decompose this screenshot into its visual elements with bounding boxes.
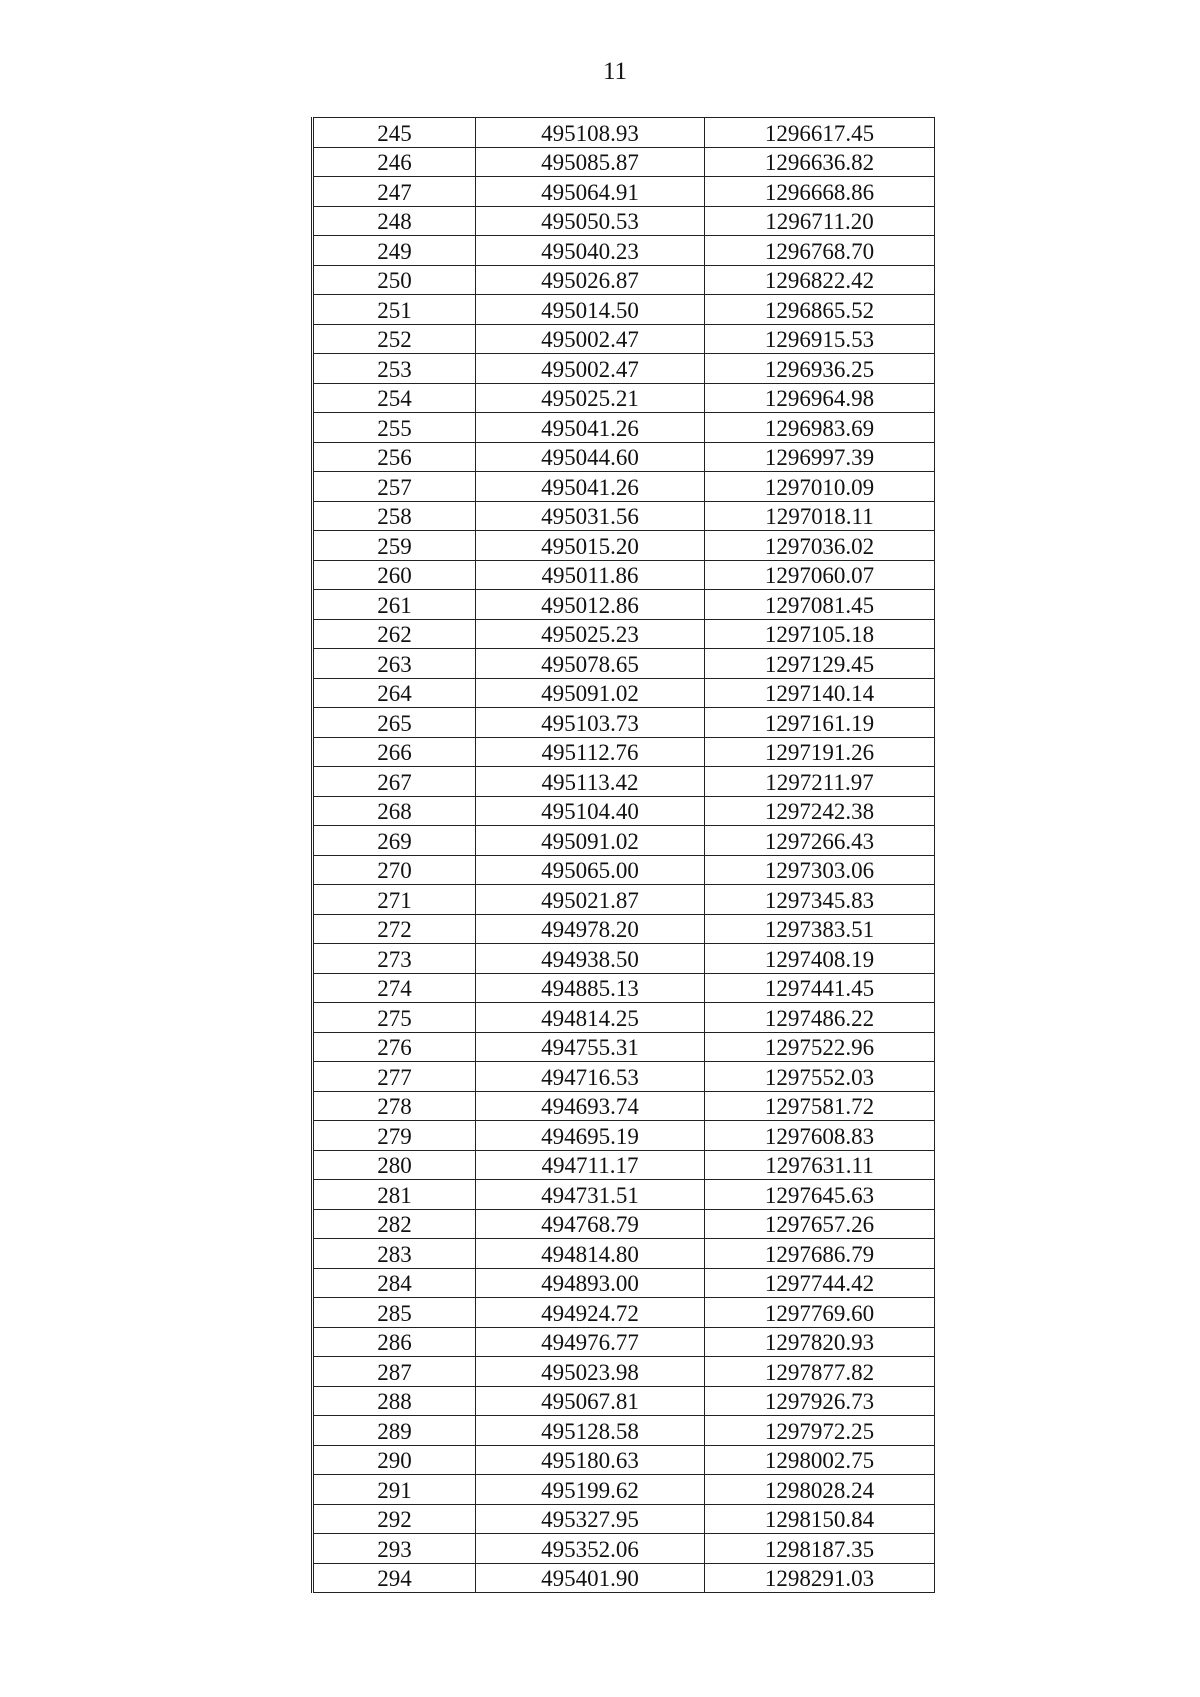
point-number-cell: 247 xyxy=(313,177,476,207)
point-number-cell: 292 xyxy=(313,1504,476,1534)
y-coordinate-cell: 1297010.09 xyxy=(705,472,935,502)
x-coordinate-cell: 495012.86 xyxy=(476,590,705,620)
x-coordinate-cell: 495327.95 xyxy=(476,1504,705,1534)
x-coordinate-cell: 494731.51 xyxy=(476,1180,705,1210)
point-number-cell: 277 xyxy=(313,1062,476,1092)
y-coordinate-cell: 1297486.22 xyxy=(705,1003,935,1033)
point-number-cell: 293 xyxy=(313,1534,476,1564)
point-number-cell: 267 xyxy=(313,767,476,797)
x-coordinate-cell: 494885.13 xyxy=(476,973,705,1003)
point-number-cell: 262 xyxy=(313,619,476,649)
table-row xyxy=(313,649,935,679)
y-coordinate-cell: 1297105.18 xyxy=(705,619,935,649)
table-row xyxy=(313,531,935,561)
y-coordinate-cell: 1297441.45 xyxy=(705,973,935,1003)
table-row xyxy=(313,1239,935,1269)
x-coordinate-cell: 495023.98 xyxy=(476,1357,705,1387)
x-coordinate-cell: 494978.20 xyxy=(476,914,705,944)
y-coordinate-cell: 1297552.03 xyxy=(705,1062,935,1092)
table-row xyxy=(313,1475,935,1505)
y-coordinate-cell: 1297129.45 xyxy=(705,649,935,679)
point-number-cell: 263 xyxy=(313,649,476,679)
table-row xyxy=(313,855,935,885)
y-coordinate-cell: 1297645.63 xyxy=(705,1180,935,1210)
x-coordinate-cell: 495015.20 xyxy=(476,531,705,561)
x-coordinate-cell: 495085.87 xyxy=(476,147,705,177)
point-number-cell: 254 xyxy=(313,383,476,413)
y-coordinate-cell: 1296768.70 xyxy=(705,236,935,266)
x-coordinate-cell: 495031.56 xyxy=(476,501,705,531)
point-number-cell: 250 xyxy=(313,265,476,295)
x-coordinate-cell: 495002.47 xyxy=(476,354,705,384)
point-number-cell: 257 xyxy=(313,472,476,502)
page-number: 11 xyxy=(602,58,628,85)
y-coordinate-cell: 1297060.07 xyxy=(705,560,935,590)
table-row xyxy=(313,973,935,1003)
table-row xyxy=(313,737,935,767)
point-number-cell: 252 xyxy=(313,324,476,354)
x-coordinate-cell: 495014.50 xyxy=(476,295,705,325)
x-coordinate-cell: 495041.26 xyxy=(476,472,705,502)
table-row xyxy=(313,1386,935,1416)
table-row xyxy=(313,1062,935,1092)
point-number-cell: 256 xyxy=(313,442,476,472)
point-number-cell: 270 xyxy=(313,855,476,885)
y-coordinate-cell: 1297383.51 xyxy=(705,914,935,944)
table-row xyxy=(313,796,935,826)
y-coordinate-cell: 1297972.25 xyxy=(705,1416,935,1446)
point-number-cell: 281 xyxy=(313,1180,476,1210)
point-number-cell: 248 xyxy=(313,206,476,236)
table-row xyxy=(313,1357,935,1387)
y-coordinate-cell: 1297522.96 xyxy=(705,1032,935,1062)
y-coordinate-cell: 1297161.19 xyxy=(705,708,935,738)
table-row xyxy=(313,678,935,708)
table-row xyxy=(313,413,935,443)
y-coordinate-cell: 1297036.02 xyxy=(705,531,935,561)
point-number-cell: 261 xyxy=(313,590,476,620)
y-coordinate-cell: 1296636.82 xyxy=(705,147,935,177)
table-row xyxy=(313,118,935,148)
x-coordinate-cell: 495064.91 xyxy=(476,177,705,207)
x-coordinate-cell: 495065.00 xyxy=(476,855,705,885)
point-number-cell: 249 xyxy=(313,236,476,266)
y-coordinate-cell: 1298291.03 xyxy=(705,1563,935,1593)
y-coordinate-cell: 1296822.42 xyxy=(705,265,935,295)
table-row xyxy=(313,354,935,384)
y-coordinate-cell: 1296964.98 xyxy=(705,383,935,413)
x-coordinate-cell: 494768.79 xyxy=(476,1209,705,1239)
table-row xyxy=(313,236,935,266)
x-coordinate-cell: 494938.50 xyxy=(476,944,705,974)
table-row xyxy=(313,383,935,413)
point-number-cell: 265 xyxy=(313,708,476,738)
y-coordinate-cell: 1298187.35 xyxy=(705,1534,935,1564)
point-number-cell: 279 xyxy=(313,1121,476,1151)
y-coordinate-cell: 1298002.75 xyxy=(705,1445,935,1475)
point-number-cell: 266 xyxy=(313,737,476,767)
y-coordinate-cell: 1296915.53 xyxy=(705,324,935,354)
y-coordinate-cell: 1297744.42 xyxy=(705,1268,935,1298)
point-number-cell: 271 xyxy=(313,885,476,915)
point-number-cell: 278 xyxy=(313,1091,476,1121)
y-coordinate-cell: 1297820.93 xyxy=(705,1327,935,1357)
y-coordinate-cell: 1297018.11 xyxy=(705,501,935,531)
x-coordinate-cell: 494924.72 xyxy=(476,1298,705,1328)
table-row xyxy=(313,767,935,797)
x-coordinate-cell: 495025.21 xyxy=(476,383,705,413)
table-row xyxy=(313,1298,935,1328)
point-number-cell: 253 xyxy=(313,354,476,384)
point-number-cell: 268 xyxy=(313,796,476,826)
table-row xyxy=(313,1534,935,1564)
x-coordinate-cell: 495040.23 xyxy=(476,236,705,266)
y-coordinate-cell: 1296865.52 xyxy=(705,295,935,325)
x-coordinate-cell: 495091.02 xyxy=(476,678,705,708)
table-row xyxy=(313,442,935,472)
point-number-cell: 288 xyxy=(313,1386,476,1416)
y-coordinate-cell: 1297140.14 xyxy=(705,678,935,708)
point-number-cell: 251 xyxy=(313,295,476,325)
x-coordinate-cell: 495050.53 xyxy=(476,206,705,236)
table-row xyxy=(313,206,935,236)
table-row xyxy=(313,560,935,590)
y-coordinate-cell: 1297303.06 xyxy=(705,855,935,885)
x-coordinate-cell: 495104.40 xyxy=(476,796,705,826)
point-number-cell: 285 xyxy=(313,1298,476,1328)
point-number-cell: 276 xyxy=(313,1032,476,1062)
table-row xyxy=(313,619,935,649)
x-coordinate-cell: 495401.90 xyxy=(476,1563,705,1593)
x-coordinate-cell: 494716.53 xyxy=(476,1062,705,1092)
point-number-cell: 290 xyxy=(313,1445,476,1475)
y-coordinate-cell: 1297242.38 xyxy=(705,796,935,826)
point-number-cell: 275 xyxy=(313,1003,476,1033)
table-row xyxy=(313,944,935,974)
table-row xyxy=(313,295,935,325)
y-coordinate-cell: 1297408.19 xyxy=(705,944,935,974)
point-number-cell: 274 xyxy=(313,973,476,1003)
y-coordinate-cell: 1297345.83 xyxy=(705,885,935,915)
point-number-cell: 284 xyxy=(313,1268,476,1298)
point-number-cell: 272 xyxy=(313,914,476,944)
table-row xyxy=(313,1563,935,1593)
x-coordinate-cell: 494814.80 xyxy=(476,1239,705,1269)
y-coordinate-cell: 1296617.45 xyxy=(705,118,935,148)
y-coordinate-cell: 1297657.26 xyxy=(705,1209,935,1239)
y-coordinate-cell: 1296983.69 xyxy=(705,413,935,443)
x-coordinate-cell: 495002.47 xyxy=(476,324,705,354)
x-coordinate-cell: 495021.87 xyxy=(476,885,705,915)
y-coordinate-cell: 1296936.25 xyxy=(705,354,935,384)
x-coordinate-cell: 495108.93 xyxy=(476,118,705,148)
table-row xyxy=(313,147,935,177)
point-number-cell: 283 xyxy=(313,1239,476,1269)
table-row xyxy=(313,501,935,531)
table-row xyxy=(313,914,935,944)
table-row xyxy=(313,1121,935,1151)
table-row xyxy=(313,1445,935,1475)
y-coordinate-cell: 1296711.20 xyxy=(705,206,935,236)
point-number-cell: 291 xyxy=(313,1475,476,1505)
point-number-cell: 255 xyxy=(313,413,476,443)
x-coordinate-cell: 495078.65 xyxy=(476,649,705,679)
coordinates-table-body xyxy=(313,118,935,1593)
point-number-cell: 286 xyxy=(313,1327,476,1357)
y-coordinate-cell: 1297266.43 xyxy=(705,826,935,856)
y-coordinate-cell: 1298150.84 xyxy=(705,1504,935,1534)
y-coordinate-cell: 1297769.60 xyxy=(705,1298,935,1328)
x-coordinate-cell: 494693.74 xyxy=(476,1091,705,1121)
table-row xyxy=(313,1327,935,1357)
y-coordinate-cell: 1297081.45 xyxy=(705,590,935,620)
table-row xyxy=(313,1091,935,1121)
x-coordinate-cell: 495011.86 xyxy=(476,560,705,590)
y-coordinate-cell: 1297608.83 xyxy=(705,1121,935,1151)
y-coordinate-cell: 1296668.86 xyxy=(705,177,935,207)
table-row xyxy=(313,1180,935,1210)
x-coordinate-cell: 494695.19 xyxy=(476,1121,705,1151)
table-row xyxy=(313,1150,935,1180)
point-number-cell: 269 xyxy=(313,826,476,856)
x-coordinate-cell: 495112.76 xyxy=(476,737,705,767)
y-coordinate-cell: 1298028.24 xyxy=(705,1475,935,1505)
point-number-cell: 260 xyxy=(313,560,476,590)
x-coordinate-cell: 494814.25 xyxy=(476,1003,705,1033)
table-row xyxy=(313,324,935,354)
table-row xyxy=(313,1003,935,1033)
table-row xyxy=(313,1209,935,1239)
y-coordinate-cell: 1297877.82 xyxy=(705,1357,935,1387)
point-number-cell: 245 xyxy=(313,118,476,148)
point-number-cell: 289 xyxy=(313,1416,476,1446)
y-coordinate-cell: 1297631.11 xyxy=(705,1150,935,1180)
y-coordinate-cell: 1297686.79 xyxy=(705,1239,935,1269)
x-coordinate-cell: 495128.58 xyxy=(476,1416,705,1446)
x-coordinate-cell: 495091.02 xyxy=(476,826,705,856)
point-number-cell: 287 xyxy=(313,1357,476,1387)
table-row xyxy=(313,1504,935,1534)
x-coordinate-cell: 495026.87 xyxy=(476,265,705,295)
x-coordinate-cell: 495041.26 xyxy=(476,413,705,443)
point-number-cell: 259 xyxy=(313,531,476,561)
x-coordinate-cell: 495199.62 xyxy=(476,1475,705,1505)
x-coordinate-cell: 495113.42 xyxy=(476,767,705,797)
point-number-cell: 246 xyxy=(313,147,476,177)
table-row xyxy=(313,885,935,915)
point-number-cell: 258 xyxy=(313,501,476,531)
x-coordinate-cell: 494711.17 xyxy=(476,1150,705,1180)
point-number-cell: 273 xyxy=(313,944,476,974)
x-coordinate-cell: 495044.60 xyxy=(476,442,705,472)
point-number-cell: 282 xyxy=(313,1209,476,1239)
point-number-cell: 264 xyxy=(313,678,476,708)
table-row xyxy=(313,472,935,502)
y-coordinate-cell: 1297581.72 xyxy=(705,1091,935,1121)
table-row xyxy=(313,1416,935,1446)
x-coordinate-cell: 494893.00 xyxy=(476,1268,705,1298)
x-coordinate-cell: 495103.73 xyxy=(476,708,705,738)
table-row xyxy=(313,1032,935,1062)
point-number-cell: 294 xyxy=(313,1563,476,1593)
x-coordinate-cell: 495067.81 xyxy=(476,1386,705,1416)
coordinates-table xyxy=(311,117,935,1593)
point-number-cell: 280 xyxy=(313,1150,476,1180)
table-row xyxy=(313,708,935,738)
y-coordinate-cell: 1297191.26 xyxy=(705,737,935,767)
x-coordinate-cell: 495352.06 xyxy=(476,1534,705,1564)
x-coordinate-cell: 494755.31 xyxy=(476,1032,705,1062)
table-row xyxy=(313,265,935,295)
table-row xyxy=(313,1268,935,1298)
y-coordinate-cell: 1297211.97 xyxy=(705,767,935,797)
table-row xyxy=(313,826,935,856)
table-row xyxy=(313,590,935,620)
x-coordinate-cell: 495025.23 xyxy=(476,619,705,649)
y-coordinate-cell: 1296997.39 xyxy=(705,442,935,472)
table-row xyxy=(313,177,935,207)
x-coordinate-cell: 495180.63 xyxy=(476,1445,705,1475)
y-coordinate-cell: 1297926.73 xyxy=(705,1386,935,1416)
x-coordinate-cell: 494976.77 xyxy=(476,1327,705,1357)
